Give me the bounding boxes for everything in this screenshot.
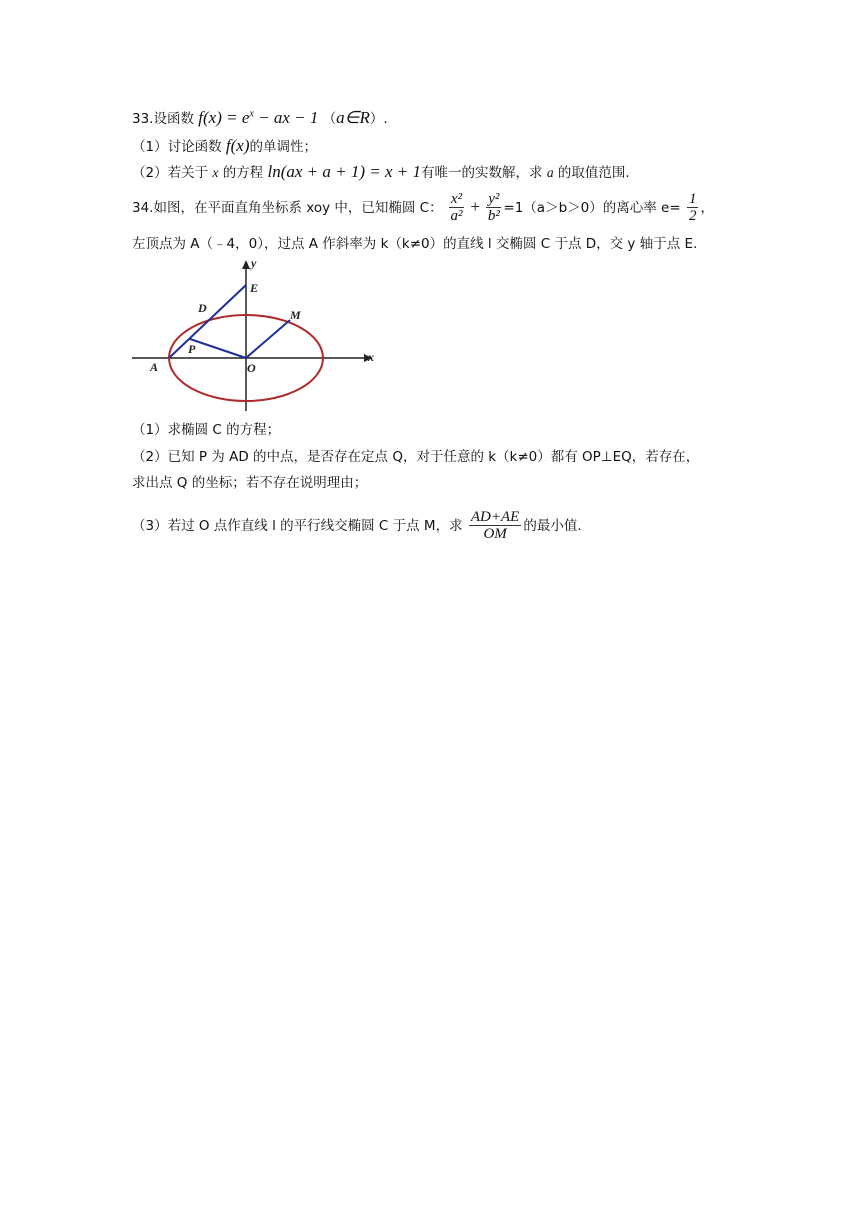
q33-equation: ln(ax + a + 1) = x + 1	[267, 162, 422, 181]
q34-part2-line2: 求出点 Q 的坐标；若不存在说明理由；	[132, 475, 368, 491]
label-p: P	[188, 342, 196, 356]
q34-statement: 34.如图，在平面直角坐标系 xoy 中，已知椭圆 C： $\frac{\text{x²}}{\text{a²}}$ + $\frac{\text{y²}}{\text{b²}}$ =1（a＞b＞0）的离心率 e= $\frac{1}{2}$ ，	[132, 191, 714, 224]
segment-om	[246, 320, 290, 358]
q33-head: 33.设函数	[132, 111, 194, 127]
ratio-frac: $\frac{AD+AE}{OM}$	[470, 509, 520, 542]
label-y: y	[251, 256, 257, 270]
ellipse-figure	[128, 255, 388, 415]
label-m: M	[290, 308, 301, 322]
q34-part2-line1: （2）已知 P 为 AD 的中点，是否存在定点 Q，对于任意的 k（k≠0）都有 OP⊥EQ，若存在，	[132, 449, 700, 465]
q33-part1-func: f(x)	[225, 136, 250, 155]
ellipse-condition: =1（a＞b＞0）的离心率 e=	[503, 200, 681, 216]
q34-part3: （3）若过 O 点作直线 l 的平行线交椭圆 C 于点 M，求 $\frac{AD+AE}{OM}$ 的最小值.	[132, 509, 582, 542]
ellipse-frac-y: $\frac{\text{y²}}{\text{b²}}$	[487, 191, 500, 224]
q34-statement-line2: 左顶点为 A（﹣4，0），过点 A 作斜率为 k（k≠0）的直线 l 交椭圆 C 于点 D，交 y 轴于点 E.	[132, 236, 698, 252]
q34-part1: （1）求椭圆 C 的方程；	[132, 422, 281, 438]
q34-head: 34.如图，在平面直角坐标系 xoy 中，已知椭圆 C：	[132, 200, 443, 216]
q33-part2: （2）若关于 x 的方程 ln(ax + a + 1) = x + 1有唯一的实数解，求 a 的取值范围.	[132, 162, 630, 181]
q33-paren: （	[322, 111, 337, 127]
q33-part1: （1）讨论函数 f(x)的单调性；	[132, 136, 317, 155]
label-a: A	[150, 360, 159, 374]
q33-paren-close: ）.	[369, 111, 388, 127]
label-o: O	[247, 361, 256, 375]
segment-op	[190, 339, 246, 358]
q33-domain: a∈R	[336, 108, 370, 127]
label-d: D	[198, 301, 207, 315]
label-x: x	[368, 350, 374, 364]
eccentricity-frac: $\frac{1}{2}$	[688, 191, 697, 224]
label-e: E	[250, 281, 259, 295]
q33-function-def: $f(x) = e^x$ − ax − 1	[198, 108, 319, 127]
q33-statement	[132, 108, 388, 129]
ellipse-frac-x: $\frac{\text{x²}}{\text{a²}}$	[450, 191, 463, 224]
line-l	[169, 285, 246, 358]
y-axis-arrow-icon	[242, 260, 250, 269]
